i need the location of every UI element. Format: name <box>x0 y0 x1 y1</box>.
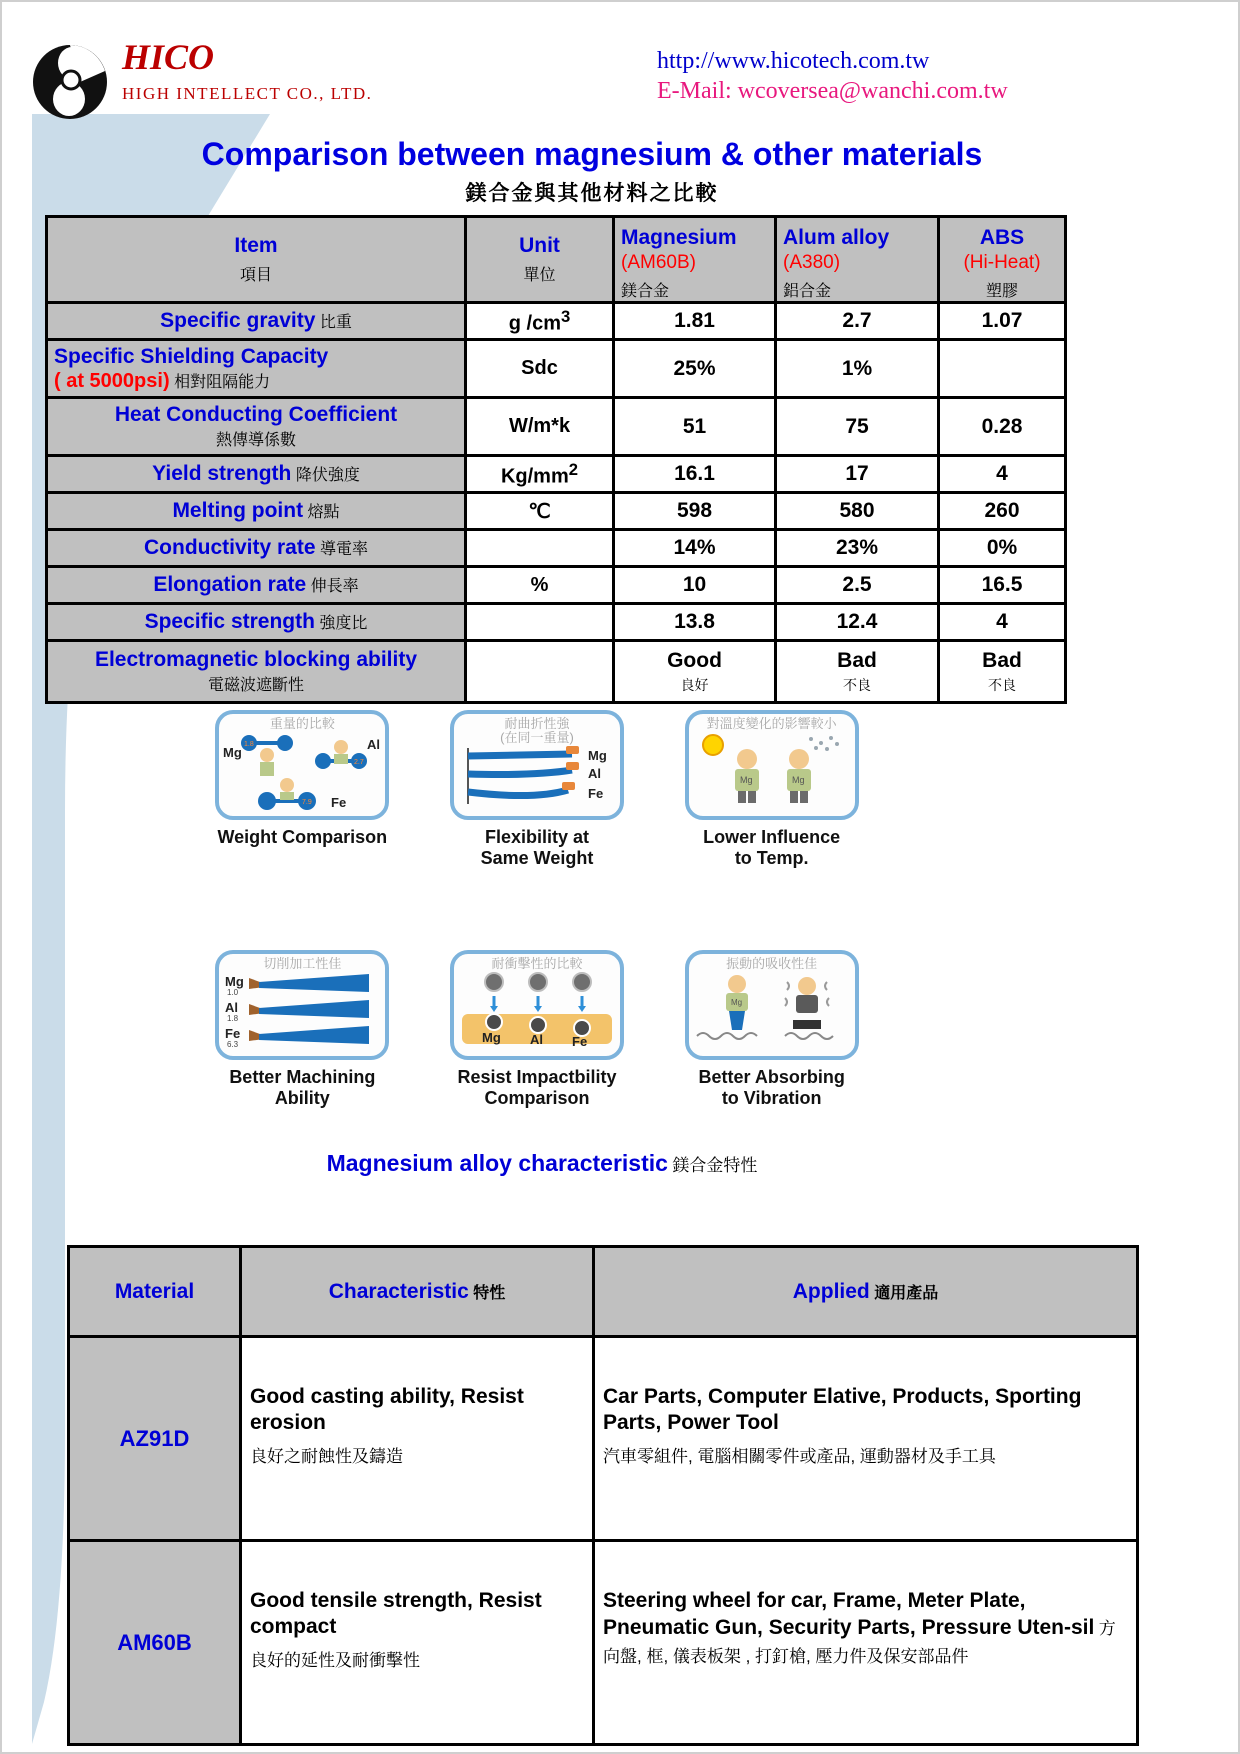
illustration-grid <box>185 710 889 1109</box>
header-magnesium-zh: 鎂合金 <box>621 283 670 300</box>
panel-caption-zh: 切削加工性佳 <box>263 956 342 972</box>
value-cell-alum: 580 <box>776 493 939 530</box>
svg-text:1.0: 1.0 <box>227 987 239 997</box>
material-table <box>67 1245 1139 1746</box>
table-row <box>47 398 1066 456</box>
value-cell-magnesium <box>614 641 776 703</box>
illustration-panel <box>215 950 389 1060</box>
svg-text:2.7: 2.7 <box>354 759 365 767</box>
item-label: Electromagnetic blocking ability <box>94 648 418 671</box>
value-cell-magnesium: 16.1 <box>614 456 776 493</box>
section-title-en: Magnesium alloy characteristic <box>326 1150 668 1176</box>
item-cell <box>47 641 466 703</box>
rating-label: Good <box>667 648 722 672</box>
vibration-scene <box>689 972 855 1052</box>
svg-text:Al: Al <box>529 1031 543 1047</box>
material-table-header-row <box>69 1247 1138 1337</box>
section-title-zh: 鎂合金特性 <box>672 1156 758 1175</box>
svg-text:Al: Al <box>587 765 601 781</box>
header-material <box>69 1247 241 1337</box>
illustration-temperature <box>654 710 889 868</box>
illustration-caption: Resist Impactbility Comparison <box>457 1067 617 1109</box>
value-cell-magnesium: 10 <box>614 567 776 604</box>
svg-text:7.9: 7.9 <box>302 799 313 807</box>
svg-text:Al: Al <box>367 737 381 753</box>
material-cell: AM60B <box>69 1541 241 1745</box>
applied-zh: 方向盤, 框, 儀表板架 , 打釘槍, 壓力件及保安部品件 <box>603 1619 1116 1666</box>
rating-zh: 不良 <box>988 676 1016 693</box>
value-cell-alum: 17 <box>776 456 939 493</box>
svg-text:Mg: Mg <box>587 747 607 763</box>
rating-zh: 良好 <box>680 676 709 693</box>
value-cell-alum: 12.4 <box>776 604 939 641</box>
value-cell-abs: 0% <box>939 530 1066 567</box>
header-characteristic-label: Characteristic <box>328 1279 469 1303</box>
title-block <box>2 136 1182 207</box>
value-cell-magnesium: 13.8 <box>614 604 776 641</box>
value-cell-magnesium: 25% <box>614 340 776 398</box>
illustration-machining <box>185 950 420 1108</box>
value-cell-abs <box>939 641 1066 703</box>
flexibility-scene <box>454 746 620 808</box>
header-applied <box>594 1247 1138 1337</box>
value-cell-abs: 1.07 <box>939 303 1066 340</box>
table-row <box>47 303 1066 340</box>
illustration-impact <box>420 950 655 1108</box>
item-cell <box>47 398 466 456</box>
unit-cell: W/m*k <box>466 398 614 456</box>
header-characteristic-zh: 特性 <box>473 1284 506 1302</box>
panel-caption-zh: 對溫度變化的影響較小 <box>706 716 837 731</box>
characteristic-zh: 良好之耐蝕性及鑄造 <box>250 1446 403 1466</box>
header-alum-alloy <box>776 217 939 303</box>
item-zh: 熱傳導係數 <box>215 432 296 449</box>
illustration-panel <box>450 710 624 820</box>
header-item <box>47 217 466 303</box>
svg-text:Mg: Mg <box>739 775 753 786</box>
svg-text:Mg: Mg <box>481 1029 501 1045</box>
panel-caption-zh: 重量的比較 <box>269 716 335 731</box>
section-title <box>2 1150 1082 1177</box>
value-cell-magnesium: 51 <box>614 398 776 456</box>
svg-text:Fe: Fe <box>571 1033 588 1049</box>
header-unit-label: Unit <box>519 234 560 257</box>
item-zh: 熔點 <box>307 504 340 521</box>
rating-zh: 不良 <box>843 676 871 693</box>
value-cell-alum: 2.5 <box>776 567 939 604</box>
item-label: Heat Conducting Coefficient <box>114 403 398 426</box>
characteristic-text: Good tensile strength, Resist compact <box>250 1589 542 1639</box>
table-row <box>47 641 1066 703</box>
characteristic-text: Good casting ability, Resist erosion <box>250 1385 524 1435</box>
applied-cell <box>594 1541 1138 1745</box>
item-cell <box>47 493 466 530</box>
svg-text:1.8: 1.8 <box>227 1013 239 1023</box>
svg-text:Fe: Fe <box>225 1025 241 1041</box>
svg-text:6.3: 6.3 <box>227 1039 239 1049</box>
item-zh: 強度比 <box>319 615 368 632</box>
unit-cell <box>466 530 614 567</box>
header-abs <box>939 217 1066 303</box>
svg-text:Mg: Mg <box>225 973 245 989</box>
table-row <box>47 493 1066 530</box>
svg-text:Fe: Fe <box>331 795 347 811</box>
panel-caption-zh: 振動的吸收性佳 <box>726 956 818 972</box>
header-applied-label: Applied <box>792 1279 870 1303</box>
item-zh: 相對阻隔能力 <box>174 373 271 391</box>
temperature-scene <box>689 731 855 809</box>
characteristic-cell <box>241 1337 594 1541</box>
value-cell-magnesium: 14% <box>614 530 776 567</box>
item-cell <box>47 604 466 641</box>
item-note-red: ( at 5000psi) <box>54 369 170 392</box>
unit-cell: Sdc <box>466 340 614 398</box>
header-characteristic <box>241 1247 594 1337</box>
rating-label: Bad <box>837 648 877 672</box>
value-cell-alum: 23% <box>776 530 939 567</box>
value-cell-alum: 75 <box>776 398 939 456</box>
brand-subtitle: HIGH INTELLECT CO., LTD. <box>122 83 373 103</box>
rating-label: Bad <box>982 648 1022 672</box>
table-row <box>47 567 1066 604</box>
header-item-label: Item <box>234 234 278 257</box>
item-label: Melting point <box>172 499 304 522</box>
page-subtitle-zh: 鎂合金與其他材料之比較 <box>465 181 719 205</box>
unit-cell <box>466 604 614 641</box>
illustration-panel <box>215 710 389 820</box>
value-cell-alum: 1% <box>776 340 939 398</box>
item-zh: 比重 <box>319 314 352 331</box>
value-cell-abs: 0.28 <box>939 398 1066 456</box>
header-abs-zh: 塑膠 <box>985 283 1018 300</box>
illustration-caption: Weight Comparison <box>217 827 388 847</box>
impact-scene <box>454 972 620 1052</box>
unit-label: Kg/mm <box>500 465 569 488</box>
item-zh: 電磁波遮斷性 <box>207 677 304 694</box>
unit-cell <box>466 456 614 493</box>
applied-text: Steering wheel for car, Frame, Meter Plate, Pneumatic Gun, Security Parts, Pressure Uten-sil <box>603 1589 1095 1640</box>
header-alum-zh: 鋁合金 <box>783 283 832 300</box>
header-magnesium <box>614 217 776 303</box>
unit-cell: ℃ <box>466 493 614 530</box>
header-item-zh: 項目 <box>239 267 272 284</box>
header-unit <box>466 217 614 303</box>
item-zh: 降伏強度 <box>295 467 360 484</box>
item-zh: 伸長率 <box>310 578 359 595</box>
illustration-caption: Better Absorbing to Vibration <box>698 1067 845 1109</box>
value-cell-abs <box>939 340 1066 398</box>
svg-text:1.8: 1.8 <box>244 741 255 749</box>
value-cell-magnesium: 1.81 <box>614 303 776 340</box>
panel-caption-zh: 耐衝擊性的比較 <box>491 956 583 972</box>
hico-emblem-icon <box>32 38 108 122</box>
header-magnesium-name: Magnesium <box>621 226 737 249</box>
table-row <box>47 340 1066 398</box>
illustration-weight-comparison <box>185 710 420 868</box>
illustration-panel <box>685 710 859 820</box>
header-applied-zh: 適用產品 <box>874 1284 939 1302</box>
characteristic-zh: 良好的延性及耐衝擊性 <box>250 1650 420 1670</box>
item-cell <box>47 456 466 493</box>
item-cell <box>47 567 466 604</box>
illustration-flexibility <box>420 710 655 868</box>
header-material-label: Material <box>114 1279 195 1303</box>
header-magnesium-code: (AM60B) <box>621 252 696 273</box>
header-abs-code: (Hi-Heat) <box>963 252 1041 273</box>
svg-text:Mg: Mg <box>730 997 742 1007</box>
illustration-vibration <box>654 950 889 1108</box>
value-cell-abs: 16.5 <box>939 567 1066 604</box>
value-cell-abs: 4 <box>939 456 1066 493</box>
item-cell <box>47 340 466 398</box>
panel-caption-zh2: (在同一重量) <box>500 730 574 746</box>
unit-cell <box>466 303 614 340</box>
svg-text:Mg: Mg <box>791 775 805 786</box>
email-address: E-Mail: wcoversea@wanchi.com.tw <box>657 78 1008 104</box>
header-alum-code: (A380) <box>783 252 841 273</box>
item-cell <box>47 303 466 340</box>
item-cell <box>47 530 466 567</box>
item-label: Specific gravity <box>160 309 316 332</box>
weight-comparison-scene <box>219 731 385 815</box>
applied-zh: 汽車零組件, 電腦相關零件或產品, 運動器材及手工具 <box>603 1446 996 1466</box>
characteristic-cell <box>241 1541 594 1745</box>
comparison-table-header-row <box>47 217 1066 303</box>
header-abs-name: ABS <box>979 226 1025 249</box>
unit-exponent: 2 <box>568 459 579 479</box>
table-row <box>47 456 1066 493</box>
illustration-panel <box>685 950 859 1060</box>
table-row <box>69 1337 1138 1541</box>
page-title: Comparison between magnesium & other materials <box>201 136 983 172</box>
illustration-caption: Lower Influence to Temp. <box>703 827 841 868</box>
item-label: Elongation rate <box>153 573 307 596</box>
brand-name: HICO <box>122 37 215 77</box>
material-cell: AZ91D <box>69 1337 241 1541</box>
item-label: Conductivity rate <box>144 536 316 559</box>
contact-block <box>657 46 1008 106</box>
table-row <box>47 604 1066 641</box>
svg-text:Mg: Mg <box>223 745 243 761</box>
table-row <box>69 1541 1138 1745</box>
value-cell-alum <box>776 641 939 703</box>
value-cell-alum: 2.7 <box>776 303 939 340</box>
unit-exponent: 3 <box>560 306 571 326</box>
illustration-caption: Better Machining Ability <box>229 1067 376 1109</box>
svg-text:Fe: Fe <box>587 785 604 801</box>
header-alum-name: Alum alloy <box>783 226 890 249</box>
comparison-table <box>45 215 1067 704</box>
item-label: Specific Shielding Capacity <box>54 344 329 368</box>
illustration-panel <box>450 950 624 1060</box>
illustration-caption: Flexibility at Same Weight <box>480 827 594 868</box>
applied-text: Car Parts, Computer Elative, Products, Sporting Parts, Power Tool <box>603 1385 1082 1435</box>
item-zh: 導電率 <box>319 541 368 558</box>
panel-caption-zh: 耐曲折性強 <box>504 716 570 731</box>
machining-scene <box>219 972 385 1052</box>
item-label: Yield strength <box>152 462 292 485</box>
website-url: http://www.hicotech.com.tw <box>657 48 930 74</box>
value-cell-abs: 4 <box>939 604 1066 641</box>
company-logo <box>32 38 372 122</box>
applied-cell <box>594 1337 1138 1541</box>
header-unit-zh: 單位 <box>523 267 556 284</box>
table-row <box>47 530 1066 567</box>
unit-cell <box>466 641 614 703</box>
unit-cell: % <box>466 567 614 604</box>
value-cell-abs: 260 <box>939 493 1066 530</box>
unit-label: g /cm <box>508 312 561 335</box>
value-cell-magnesium: 598 <box>614 493 776 530</box>
item-label: Specific strength <box>144 610 315 633</box>
svg-text:Al: Al <box>225 999 239 1015</box>
